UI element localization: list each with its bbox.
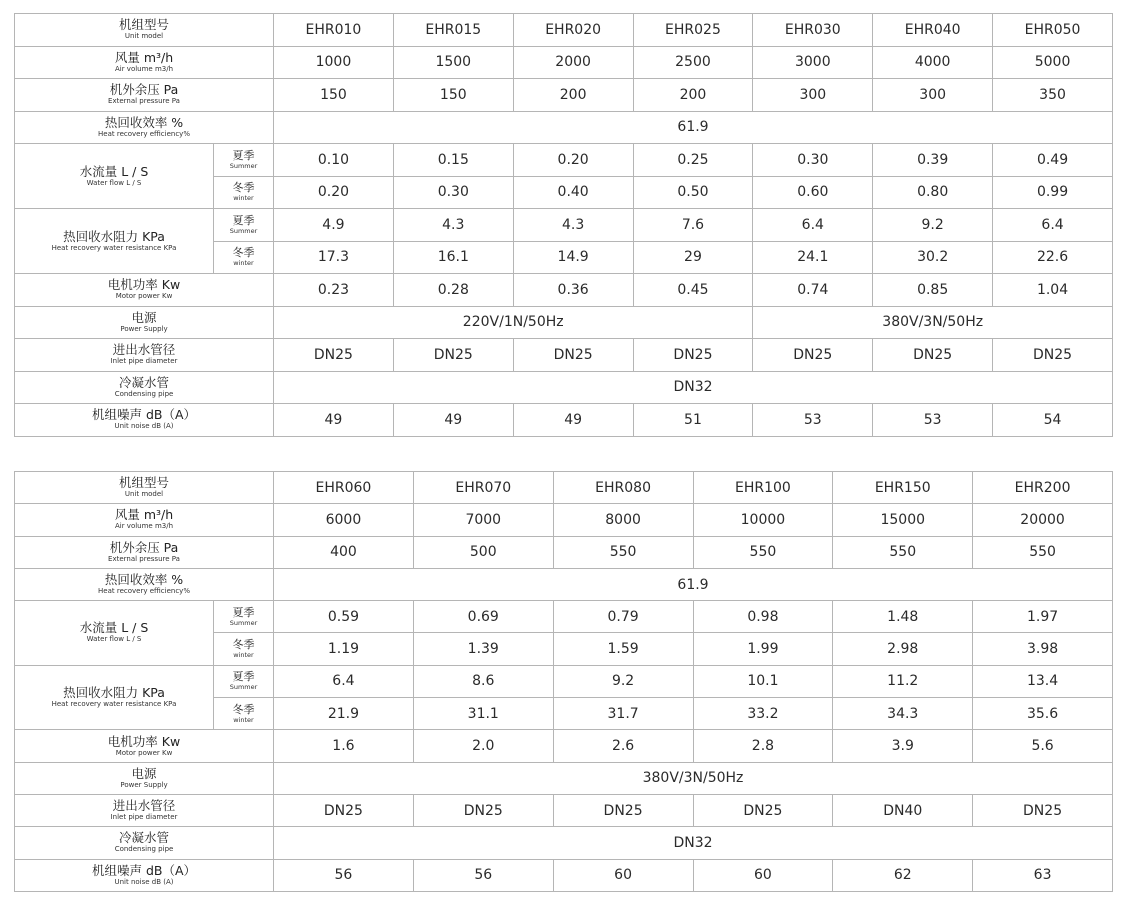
value-cell: 33.2 bbox=[693, 698, 833, 730]
label-water-flow: 水流量 L / S Water flow L / S bbox=[15, 601, 214, 666]
model-cell: EHR015 bbox=[393, 14, 513, 47]
value-cell: 380V/3N/50Hz bbox=[753, 306, 1113, 339]
value-cell: 3.9 bbox=[833, 730, 973, 762]
value-cell: 0.69 bbox=[413, 601, 553, 633]
row-inlet-pipe bbox=[15, 794, 1113, 826]
value-cell: DN25 bbox=[973, 794, 1113, 826]
value-cell: 49 bbox=[274, 404, 394, 437]
label-power-supply: 电源 Power Supply bbox=[15, 762, 274, 794]
model-cell: EHR060 bbox=[274, 472, 414, 504]
value-cell: DN25 bbox=[274, 339, 394, 372]
value-cell: 53 bbox=[873, 404, 993, 437]
value-cell: 20000 bbox=[973, 504, 1113, 536]
value-cell: DN25 bbox=[513, 339, 633, 372]
value-cell: 0.20 bbox=[513, 144, 633, 177]
value-cell: 0.59 bbox=[274, 601, 414, 633]
value-cell: 56 bbox=[274, 859, 414, 891]
value-cell: 0.30 bbox=[393, 176, 513, 209]
value-cell: 31.7 bbox=[553, 698, 693, 730]
value-cell: DN25 bbox=[393, 339, 513, 372]
row-water-flow-summer bbox=[15, 601, 1113, 633]
value-cell: 49 bbox=[393, 404, 513, 437]
value-cell: 0.10 bbox=[274, 144, 394, 177]
value-cell: 0.79 bbox=[553, 601, 693, 633]
model-cell: EHR025 bbox=[633, 14, 753, 47]
value-cell: 4.9 bbox=[274, 209, 394, 242]
value-cell: 1.04 bbox=[993, 274, 1113, 307]
value-cell: DN25 bbox=[873, 339, 993, 372]
value-cell: 13.4 bbox=[973, 665, 1113, 697]
row-noise bbox=[15, 404, 1113, 437]
value-cell: 550 bbox=[833, 536, 973, 568]
row-external-pressure bbox=[15, 79, 1113, 112]
value-cell: 60 bbox=[553, 859, 693, 891]
value-cell: 1.19 bbox=[274, 633, 414, 665]
row-condensing-pipe bbox=[15, 827, 1113, 859]
value-cell: 2.8 bbox=[693, 730, 833, 762]
model-cell: EHR020 bbox=[513, 14, 633, 47]
row-noise bbox=[15, 859, 1113, 891]
value-cell: 0.36 bbox=[513, 274, 633, 307]
value-cell: DN25 bbox=[413, 794, 553, 826]
value-cell: 1.99 bbox=[693, 633, 833, 665]
value-cell: 6000 bbox=[274, 504, 414, 536]
model-cell: EHR070 bbox=[413, 472, 553, 504]
value-cell: 0.39 bbox=[873, 144, 993, 177]
label-inlet-pipe: 进出水管径 Inlet pipe diameter bbox=[15, 339, 274, 372]
row-heat-recovery-efficiency bbox=[15, 111, 1113, 144]
row-water-resistance-summer bbox=[15, 665, 1113, 697]
value-cell: 2500 bbox=[633, 46, 753, 79]
row-external-pressure bbox=[15, 536, 1113, 568]
model-cell: EHR010 bbox=[274, 14, 394, 47]
value-cell: 31.1 bbox=[413, 698, 553, 730]
value-cell: 1000 bbox=[274, 46, 394, 79]
value-cell: 0.23 bbox=[274, 274, 394, 307]
value-cell: 0.45 bbox=[633, 274, 753, 307]
label-noise: 机组噪声 dB（A） Unit noise dB (A) bbox=[15, 404, 274, 437]
label-unit-model: 机组型号 Unit model bbox=[15, 472, 274, 504]
value-cell: 14.9 bbox=[513, 241, 633, 274]
label-winter: 冬季 winter bbox=[214, 633, 274, 665]
value-cell: 7000 bbox=[413, 504, 553, 536]
label-summer: 夏季 Summer bbox=[214, 601, 274, 633]
label-water-resistance: 热回收水阻力 KPa Heat recovery water resistance KPa bbox=[15, 665, 214, 730]
value-cell: 6.4 bbox=[993, 209, 1113, 242]
value-cell: 1.6 bbox=[274, 730, 414, 762]
label-summer: 夏季 Summer bbox=[214, 665, 274, 697]
value-cell: 4.3 bbox=[513, 209, 633, 242]
value-cell: 6.4 bbox=[753, 209, 873, 242]
value-cell: 34.3 bbox=[833, 698, 973, 730]
value-cell: 9.2 bbox=[873, 209, 993, 242]
row-motor-power bbox=[15, 730, 1113, 762]
row-unit-model bbox=[15, 472, 1113, 504]
label-summer: 夏季 Summer bbox=[214, 144, 274, 177]
model-cell: EHR050 bbox=[993, 14, 1113, 47]
value-cell: 300 bbox=[873, 79, 993, 112]
value-cell: 0.98 bbox=[693, 601, 833, 633]
value-cell: 2.6 bbox=[553, 730, 693, 762]
value-cell: 35.6 bbox=[973, 698, 1113, 730]
value-cell: 1500 bbox=[393, 46, 513, 79]
value-cell: 53 bbox=[753, 404, 873, 437]
row-water-flow-summer bbox=[15, 144, 1113, 177]
value-cell: 3.98 bbox=[973, 633, 1113, 665]
value-cell: 10000 bbox=[693, 504, 833, 536]
value-cell: 150 bbox=[274, 79, 394, 112]
value-cell: 56 bbox=[413, 859, 553, 891]
value-cell: 0.49 bbox=[993, 144, 1113, 177]
row-motor-power bbox=[15, 274, 1113, 307]
value-cell: DN25 bbox=[753, 339, 873, 372]
row-air-volume bbox=[15, 504, 1113, 536]
label-external-pressure: 机外余压 Pa External pressure Pa bbox=[15, 79, 274, 112]
value-cell: 15000 bbox=[833, 504, 973, 536]
value-cell: 0.99 bbox=[993, 176, 1113, 209]
row-inlet-pipe bbox=[15, 339, 1113, 372]
label-noise: 机组噪声 dB（A） Unit noise dB (A) bbox=[15, 859, 274, 891]
value-cell: 1.39 bbox=[413, 633, 553, 665]
value-cell: 0.28 bbox=[393, 274, 513, 307]
value-cell: 1.59 bbox=[553, 633, 693, 665]
value-cell: 29 bbox=[633, 241, 753, 274]
value-cell: 0.25 bbox=[633, 144, 753, 177]
value-cell: 6.4 bbox=[274, 665, 414, 697]
row-water-resistance-summer bbox=[15, 209, 1113, 242]
value-cell: 2000 bbox=[513, 46, 633, 79]
value-cell: 62 bbox=[833, 859, 973, 891]
label-condensing-pipe: 冷凝水管 Condensing pipe bbox=[15, 827, 274, 859]
value-cell: 63 bbox=[973, 859, 1113, 891]
value-cell: 150 bbox=[393, 79, 513, 112]
label-winter: 冬季 winter bbox=[214, 241, 274, 274]
value-cell: 400 bbox=[274, 536, 414, 568]
value-cell: 200 bbox=[513, 79, 633, 112]
row-condensing-pipe bbox=[15, 371, 1113, 404]
label-air-volume: 风量 m³/h Air volume m3/h bbox=[15, 504, 274, 536]
model-cell: EHR100 bbox=[693, 472, 833, 504]
value-cell: 0.60 bbox=[753, 176, 873, 209]
value-cell: 60 bbox=[693, 859, 833, 891]
value-cell: 61.9 bbox=[274, 111, 1113, 144]
value-cell: 550 bbox=[553, 536, 693, 568]
value-cell: 11.2 bbox=[833, 665, 973, 697]
value-cell: 380V/3N/50Hz bbox=[274, 762, 1113, 794]
label-winter: 冬季 winter bbox=[214, 176, 274, 209]
label-heat-recovery-efficiency: 热回收效率 % Heat recovery efficiency% bbox=[15, 111, 274, 144]
value-cell: 0.20 bbox=[274, 176, 394, 209]
label-motor-power: 电机功率 Kw Motor power Kw bbox=[15, 274, 274, 307]
value-cell: 0.74 bbox=[753, 274, 873, 307]
label-external-pressure: 机外余压 Pa External pressure Pa bbox=[15, 536, 274, 568]
label-winter: 冬季 winter bbox=[214, 698, 274, 730]
model-cell: EHR200 bbox=[973, 472, 1113, 504]
value-cell: 0.50 bbox=[633, 176, 753, 209]
row-air-volume bbox=[15, 46, 1113, 79]
value-cell: 4.3 bbox=[393, 209, 513, 242]
model-cell: EHR080 bbox=[553, 472, 693, 504]
value-cell: 5.6 bbox=[973, 730, 1113, 762]
value-cell: 0.15 bbox=[393, 144, 513, 177]
value-cell: 2.0 bbox=[413, 730, 553, 762]
value-cell: 550 bbox=[693, 536, 833, 568]
value-cell: DN25 bbox=[633, 339, 753, 372]
value-cell: 24.1 bbox=[753, 241, 873, 274]
label-water-flow: 水流量 L / S Water flow L / S bbox=[15, 144, 214, 209]
value-cell: 22.6 bbox=[993, 241, 1113, 274]
value-cell: 4000 bbox=[873, 46, 993, 79]
value-cell: 10.1 bbox=[693, 665, 833, 697]
value-cell: DN32 bbox=[274, 371, 1113, 404]
label-unit-model: 机组型号 Unit model bbox=[15, 14, 274, 47]
row-unit-model bbox=[15, 14, 1113, 47]
label-water-resistance: 热回收水阻力 KPa Heat recovery water resistance KPa bbox=[15, 209, 214, 274]
value-cell: 0.30 bbox=[753, 144, 873, 177]
value-cell: DN25 bbox=[693, 794, 833, 826]
row-power-supply bbox=[15, 762, 1113, 794]
label-power-supply: 电源 Power Supply bbox=[15, 306, 274, 339]
value-cell: 1.48 bbox=[833, 601, 973, 633]
value-cell: 61.9 bbox=[274, 568, 1113, 600]
value-cell: 220V/1N/50Hz bbox=[274, 306, 753, 339]
label-condensing-pipe: 冷凝水管 Condensing pipe bbox=[15, 371, 274, 404]
model-cell: EHR030 bbox=[753, 14, 873, 47]
label-motor-power: 电机功率 Kw Motor power Kw bbox=[15, 730, 274, 762]
value-cell: 8000 bbox=[553, 504, 693, 536]
value-cell: 7.6 bbox=[633, 209, 753, 242]
model-cell: EHR150 bbox=[833, 472, 973, 504]
value-cell: 30.2 bbox=[873, 241, 993, 274]
value-cell: 350 bbox=[993, 79, 1113, 112]
label-air-volume: 风量 m³/h Air volume m3/h bbox=[15, 46, 274, 79]
value-cell: 1.97 bbox=[973, 601, 1113, 633]
value-cell: 51 bbox=[633, 404, 753, 437]
label-inlet-pipe: 进出水管径 Inlet pipe diameter bbox=[15, 794, 274, 826]
value-cell: 3000 bbox=[753, 46, 873, 79]
value-cell: 200 bbox=[633, 79, 753, 112]
spec-table-2 bbox=[14, 471, 1113, 892]
value-cell: 49 bbox=[513, 404, 633, 437]
value-cell: 16.1 bbox=[393, 241, 513, 274]
value-cell: 500 bbox=[413, 536, 553, 568]
spec-table-1 bbox=[14, 13, 1113, 437]
value-cell: DN25 bbox=[274, 794, 414, 826]
value-cell: DN25 bbox=[993, 339, 1113, 372]
row-heat-recovery-efficiency bbox=[15, 568, 1113, 600]
model-cell: EHR040 bbox=[873, 14, 993, 47]
value-cell: DN25 bbox=[553, 794, 693, 826]
value-cell: 54 bbox=[993, 404, 1113, 437]
value-cell: 0.85 bbox=[873, 274, 993, 307]
row-power-supply bbox=[15, 306, 1113, 339]
value-cell: 300 bbox=[753, 79, 873, 112]
value-cell: DN32 bbox=[274, 827, 1113, 859]
value-cell: 550 bbox=[973, 536, 1113, 568]
value-cell: 0.80 bbox=[873, 176, 993, 209]
value-cell: 17.3 bbox=[274, 241, 394, 274]
value-cell: 21.9 bbox=[274, 698, 414, 730]
value-cell: 5000 bbox=[993, 46, 1113, 79]
value-cell: 2.98 bbox=[833, 633, 973, 665]
value-cell: 9.2 bbox=[553, 665, 693, 697]
label-heat-recovery-efficiency: 热回收效率 % Heat recovery efficiency% bbox=[15, 568, 274, 600]
label-summer: 夏季 Summer bbox=[214, 209, 274, 242]
value-cell: DN40 bbox=[833, 794, 973, 826]
value-cell: 0.40 bbox=[513, 176, 633, 209]
value-cell: 8.6 bbox=[413, 665, 553, 697]
